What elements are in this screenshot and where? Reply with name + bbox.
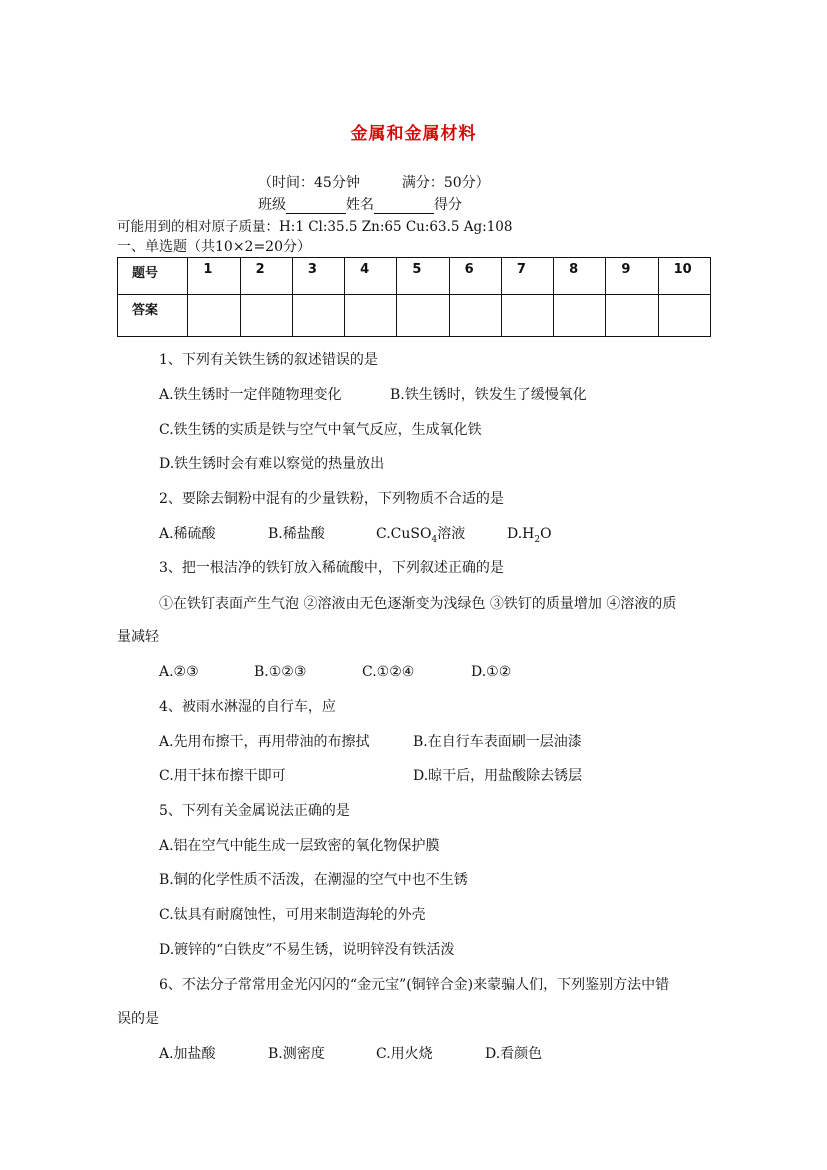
question-3-stem: 3、把一根洁净的铁钉放入稀硫酸中，下列叙述正确的是: [159, 560, 504, 576]
class-blank[interactable]: [286, 199, 346, 214]
question-6-option-d: D.看颜色: [485, 1046, 543, 1062]
answer-cell[interactable]: [554, 295, 606, 337]
question-number-cell: 4: [345, 258, 397, 295]
question-3-statements-line2: 量减轻: [117, 629, 159, 645]
time-score-line: （时间：45分钟 满分：50分）: [258, 175, 490, 191]
question-2-stem: 2、要除去铜粉中混有的少量铁粉，下列物质不合适的是: [159, 491, 504, 507]
option-c-formula: C.CuSO: [376, 526, 432, 542]
question-4-option-a: A.先用布擦干，再用带油的布擦拭: [159, 734, 370, 750]
answer-table: [117, 257, 711, 337]
answer-cell[interactable]: [397, 295, 449, 337]
answer-table-number-row: [118, 258, 711, 295]
option-d-suffix: O: [540, 526, 552, 542]
question-4-option-b: B.在自行车表面刷一层油漆: [413, 734, 582, 750]
answer-cell[interactable]: [345, 295, 397, 337]
question-6-option-a: A.加盐酸: [159, 1046, 216, 1062]
section-heading: 一、单选题（共10×2=20分）: [117, 239, 311, 255]
question-5-option-d: D.镀锌的“白铁皮”不易生锈，说明锌没有铁活泼: [159, 942, 455, 958]
question-number-cell: 9: [606, 258, 658, 295]
row-header-answer: 答案: [118, 295, 188, 337]
question-3-statements-line1: ①在铁钉表面产生气泡 ②溶液由无色逐渐变为浅绿色 ③铁钉的质量增加 ④溶液的质: [159, 596, 677, 612]
class-name-score-line: [258, 196, 462, 214]
option-d-subscript: 2: [534, 534, 541, 545]
name-label: 姓名: [346, 197, 374, 213]
question-5-option-b: B.铜的化学性质不活泼，在潮湿的空气中也不生锈: [159, 872, 468, 888]
question-6-option-b: B.测密度: [268, 1046, 325, 1062]
question-5-option-a: A.铝在空气中能生成一层致密的氧化物保护膜: [159, 838, 440, 854]
question-1-option-d: D.铁生锈时会有难以察觉的热量放出: [159, 456, 385, 472]
question-number-cell: 10: [658, 258, 710, 295]
answer-cell[interactable]: [292, 295, 344, 337]
question-5-option-c: C.钛具有耐腐蚀性，可用来制造海轮的外壳: [159, 907, 426, 923]
answer-cell[interactable]: [658, 295, 710, 337]
score-label: 得分: [434, 197, 462, 213]
question-number-cell: 2: [240, 258, 292, 295]
question-6-stem-line2: 误的是: [117, 1011, 159, 1027]
question-6-option-c: C.用火烧: [376, 1046, 433, 1062]
question-3-option-d: D.①②: [471, 664, 512, 680]
option-d-formula: D.H: [507, 526, 535, 542]
question-1-option-a: A.铁生锈时一定伴随物理变化: [159, 387, 342, 403]
question-3-option-b: B.①②③: [254, 664, 307, 680]
atomic-mass-line: 可能用到的相对原子质量：H:1 Cl:35.5 Zn:65 Cu:63.5 Ag:108: [117, 219, 513, 235]
question-6-stem-line1: 6、不法分子常常用金光闪闪的“金元宝”(铜锌合金)来蒙骗人们，下列鉴别方法中错: [159, 977, 670, 993]
answer-cell[interactable]: [240, 295, 292, 337]
name-blank[interactable]: [374, 199, 434, 214]
question-number-cell: 6: [449, 258, 501, 295]
class-label: 班级: [258, 197, 286, 213]
answer-cell[interactable]: [188, 295, 240, 337]
question-2-option-b: B.稀盐酸: [268, 526, 325, 542]
question-2-option-c: [376, 525, 465, 549]
question-3-option-c: C.①②④: [362, 664, 415, 680]
question-number-cell: 3: [292, 258, 344, 295]
option-c-subscript: 4: [431, 534, 438, 545]
question-number-cell: 8: [554, 258, 606, 295]
document-title: 金属和金属材料: [350, 124, 477, 144]
answer-cell[interactable]: [501, 295, 553, 337]
answer-cell[interactable]: [606, 295, 658, 337]
row-header-number: 题号: [118, 258, 188, 295]
question-2-option-d: [507, 525, 552, 549]
question-number-cell: 1: [188, 258, 240, 295]
question-number-cell: 5: [397, 258, 449, 295]
answer-table-answer-row: [118, 295, 711, 337]
question-3-option-a: A.②③: [159, 664, 199, 680]
answer-cell[interactable]: [449, 295, 501, 337]
question-1-option-b: B.铁生锈时，铁发生了缓慢氧化: [390, 387, 587, 403]
question-4-option-c: C.用干抹布擦干即可: [159, 768, 286, 784]
question-1-option-c: C.铁生锈的实质是铁与空气中氧气反应，生成氧化铁: [159, 422, 482, 438]
question-number-cell: 7: [501, 258, 553, 295]
option-c-suffix: 溶液: [437, 526, 466, 542]
question-4-option-d: D.晾干后，用盐酸除去锈层: [413, 768, 583, 784]
question-2-option-a: A.稀硫酸: [159, 526, 216, 542]
question-5-stem: 5、下列有关金属说法正确的是: [159, 803, 350, 819]
question-4-stem: 4、被雨水淋湿的自行车，应: [159, 699, 336, 715]
question-1-stem: 1、下列有关铁生锈的叙述错误的是: [159, 352, 378, 368]
